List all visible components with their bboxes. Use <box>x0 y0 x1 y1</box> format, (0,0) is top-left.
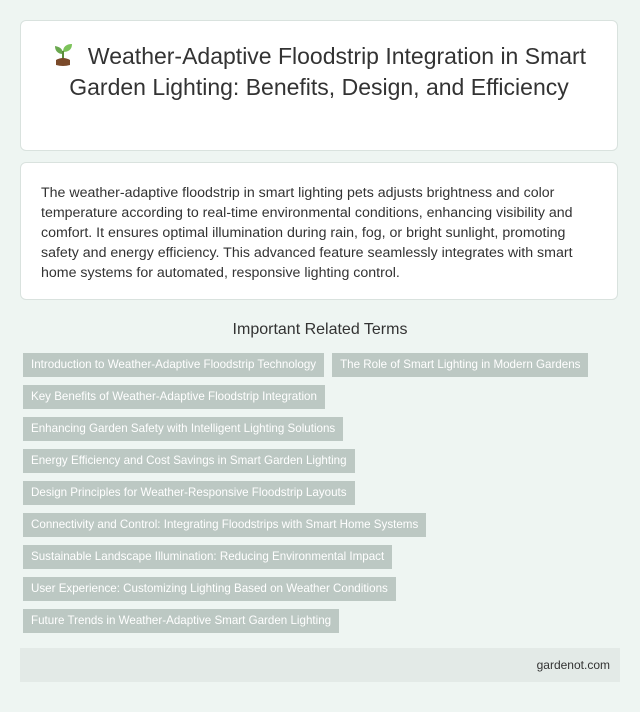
page-title-text: Weather-Adaptive Floodstrip Integration in Smart Garden Lighting: Benefits, Design, and Efficiency <box>69 43 587 100</box>
sprout-icon <box>52 41 74 67</box>
related-term-tag[interactable]: Key Benefits of Weather-Adaptive Floodstrip Integration <box>23 385 325 409</box>
related-term-tag[interactable]: Introduction to Weather-Adaptive Floodstrip Technology <box>23 353 324 377</box>
description-card <box>20 162 618 300</box>
page-title <box>41 41 597 103</box>
related-term-tag[interactable]: Design Principles for Weather-Responsive Floodstrip Layouts <box>23 481 355 505</box>
footer-site-link[interactable]: gardenot.com <box>536 658 610 672</box>
related-term-tag[interactable]: Future Trends in Weather-Adaptive Smart Garden Lighting <box>23 609 339 633</box>
footer <box>20 648 620 682</box>
related-term-tag[interactable]: User Experience: Customizing Lighting Based on Weather Conditions <box>23 577 396 601</box>
related-terms-list <box>23 353 623 641</box>
related-term-tag[interactable]: The Role of Smart Lighting in Modern Gardens <box>332 353 588 377</box>
description-text: The weather-adaptive floodstrip in smart lighting pets adjusts brightness and color temperature according to real-time environmental conditions, enhancing visibility and comfort. It ensures optimal illumination during rain, fog, or bright sunlight, promoting safety and energy efficiency. This advanced feature seamlessly integrates with smart home systems for automated, responsive lighting control. <box>41 185 573 281</box>
related-term-tag[interactable]: Sustainable Landscape Illumination: Reducing Environmental Impact <box>23 545 392 569</box>
related-terms-heading: Important Related Terms <box>232 321 408 338</box>
related-term-tag[interactable]: Energy Efficiency and Cost Savings in Smart Garden Lighting <box>23 449 355 473</box>
related-term-tag[interactable]: Enhancing Garden Safety with Intelligent Lighting Solutions <box>23 417 343 441</box>
related-term-tag[interactable]: Connectivity and Control: Integrating Floodstrips with Smart Home Systems <box>23 513 426 537</box>
title-card <box>20 20 618 151</box>
